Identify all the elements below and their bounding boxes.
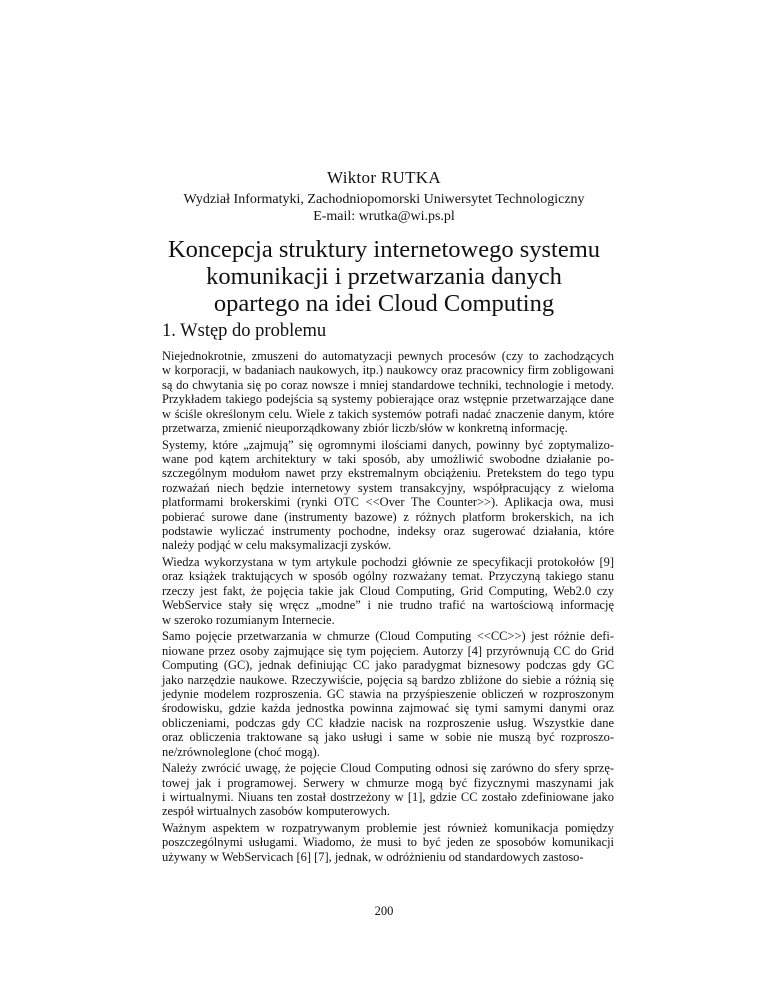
- affiliation: Wydział Informatyki, Zachodniopomorski Uniwersytet Technologiczny: [183, 192, 585, 207]
- affiliation-block: [0, 191, 768, 225]
- text-line: w ściśle określonym celu. Wiele z takich systemów potrafi nadać znaczenie danym, które: [162, 406, 614, 421]
- section-heading: 1. Wstęp do problemu: [162, 321, 327, 341]
- paragraph: [162, 555, 614, 627]
- paragraph: [162, 438, 614, 553]
- text-line: obliczeniami, podczas gdy CC kładzie nacisk na rozproszenie usług. Wszystkie dane: [162, 715, 614, 730]
- paragraph: [162, 761, 614, 819]
- email: E-mail: wrutka@wi.ps.pl: [313, 209, 455, 224]
- text-line: w korporacji, w badaniach naukowych, itp.) naukowcy oraz pracownicy firm zobligowani: [162, 363, 614, 378]
- text-line: WebService stały się wręcz „modne” i nie trudno trafić na wartościową informację: [162, 598, 614, 613]
- text-line: rzeczy jest fakt, że pojęcia takie jak Cloud Computing, Grid Computing, Web2.0 czy: [162, 583, 614, 598]
- page-number: 200: [374, 904, 394, 918]
- text-line: jako narzędzie naukowe. Rzeczywiście, pojęcia są bardzo zbliżone do siebie a różnią się: [162, 672, 614, 687]
- text-line: rozważań niech będzie internetowy system transakcyjny, współpracujący z wieloma: [162, 480, 614, 495]
- title-line: opartego na idei Cloud Computing: [213, 290, 555, 317]
- text-line: Wiedza wykorzystana w tym artykule pochodzi głównie ze specyfikacji protokołów [9]: [162, 555, 614, 570]
- text-line: Niejednokrotnie, zmuszeni do automatyzacji pewnych procesów (czy to zachodzących: [162, 349, 614, 363]
- text-line: szczególnym modułom nawet przy ekstremalnym obciążeniu. Pretekstem do tego typu: [162, 466, 614, 481]
- text-line: wane pod kątem architektury w taki sposób, aby umożliwić swobodne działanie po-: [162, 452, 614, 467]
- text-line: pobierać surowe dane (instrumenty bazowe) z różnych platform brokerskich, na ich: [162, 509, 614, 524]
- body-text: [162, 349, 614, 866]
- paragraph: [162, 349, 614, 435]
- text-line: są do chwytania się po coraz nowsze i mniej standardowe techniki, technologie i metody.: [162, 377, 614, 392]
- text-line: oraz obliczenia traktowane są jako usługi i same w sobie nie muszą być rozproszo-: [162, 730, 614, 745]
- text-line: Ważnym aspektem w rozpatrywanym problemie jest również komunikacja pomiędzy: [162, 820, 614, 835]
- text-line: oraz książek traktujących w sposób ogólny rozważany temat. Przyczyną takiego stanu: [162, 569, 614, 584]
- text-line: poszczególnymi usługami. Wiadomo, że musi to być jeden ze sposobów komunikacji: [162, 835, 614, 850]
- text-line: ne/zrównoleglone (choć mogą).: [162, 744, 320, 759]
- text-line: Computing (GC), jednak definiując CC jako paradygmat biznesowy podczas gdy GC: [162, 658, 614, 673]
- title-line: Koncepcja struktury internetowego systemu: [167, 236, 601, 263]
- text-line: i wirtualnymi. Niuans ten został dostrzeżony w [1], gdzie CC zostało zdefiniowane jako: [162, 789, 614, 804]
- text-line: przetwarza, zmienić nieuporządkowany zbiór liczb/słów w konkretną informację.: [162, 421, 568, 436]
- title-line: komunikacji i przetwarzania danych: [206, 263, 562, 290]
- text-line: należy podjąć w celu maksymalizacji zysków.: [162, 538, 392, 553]
- text-line: Systemy, które „zajmują” się ogromnymi ilościami danych, powinny być zoptymalizo-: [162, 437, 614, 452]
- text-line: w szeroko rozumianym Internecie.: [162, 612, 335, 627]
- paragraph: [162, 821, 614, 864]
- text-line: jedynie modelem rozproszenia. GC stawia na przyśpieszenie obliczeń w rozproszonym: [162, 686, 614, 701]
- text-line: platformami brokerskimi (rynki OTC <<Over The Counter>>). Aplikacja owa, musi: [162, 495, 614, 510]
- text-line: zespół wirtualnych zasobów komputerowych.: [162, 804, 390, 819]
- text-line: podstawie wyliczać instrumenty pochodne, indeksy oraz sugerować działania, które: [162, 524, 614, 539]
- paragraph: [162, 629, 614, 759]
- text-line: środowisku, gdzie każda jednostka powinna zajmować się tymi samymi danymi oraz: [162, 701, 614, 716]
- text-line: towej jak i programowej. Serwery w chmurze mogą być fizycznymi maszynami jak: [162, 775, 614, 790]
- paper-title: [0, 236, 768, 317]
- text-line: Samo pojęcie przetwarzania w chmurze (Cloud Computing <<CC>>) jest różnie defi-: [162, 629, 614, 644]
- text-line: niowane przez osoby zajmujące się tym pojęciem. Autorzy [4] przyrównują CC do Grid: [162, 643, 614, 658]
- author-name: Wiktor RUTKA: [327, 168, 441, 187]
- text-line: Przykładem takiego podejścia są systemy pobierające oraz wstępnie przetwarzające dane: [162, 392, 614, 407]
- text-line: Należy zwrócić uwagę, że pojęcie Cloud Computing odnosi się zarówno do sfery sprzę-: [162, 761, 614, 776]
- text-line: używany w WebServicach [6] [7], jednak, w odróżnieniu od standardowych zastoso-: [162, 849, 584, 864]
